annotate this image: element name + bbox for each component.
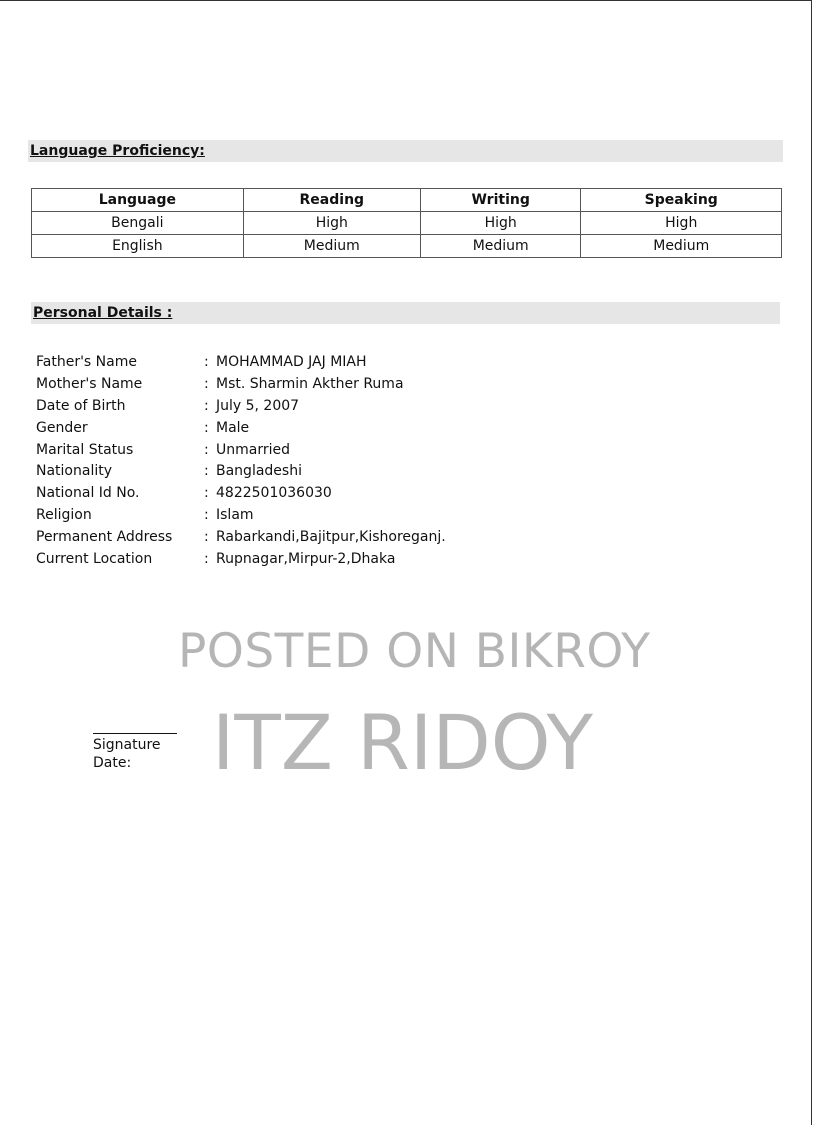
detail-label: Gender <box>36 419 88 436</box>
table-header-row <box>32 189 782 212</box>
detail-label: Mother's Name <box>36 375 143 392</box>
detail-value: MOHAMMAD JAJ MIAH <box>216 354 367 370</box>
detail-label: National Id No. <box>36 485 140 502</box>
table-row <box>32 212 782 235</box>
table-cell: Medium <box>420 235 581 258</box>
detail-separator: : <box>204 375 209 392</box>
table-row <box>32 235 782 258</box>
personal-details-title: Personal Details : <box>33 305 173 321</box>
detail-label: Date of Birth <box>36 397 126 414</box>
column-header: Reading <box>243 189 420 212</box>
date-label: Date: <box>93 755 132 771</box>
detail-separator: : <box>204 354 209 370</box>
watermark-itz-ridoy: ITZ RIDOY <box>212 698 593 787</box>
detail-separator: : <box>204 551 209 568</box>
column-header: Speaking <box>581 189 782 212</box>
table-cell: High <box>243 212 420 235</box>
signature-label: Signature <box>93 737 161 753</box>
table-cell: High <box>581 212 782 235</box>
language-proficiency-title: Language Proficiency: <box>30 143 205 159</box>
column-header: Language <box>32 189 244 212</box>
detail-value: Rupnagar,Mirpur-2,Dhaka <box>216 551 396 568</box>
detail-separator: : <box>204 419 209 436</box>
detail-value: 4822501036030 <box>216 485 332 502</box>
detail-value: Unmarried <box>216 441 290 458</box>
detail-value: Islam <box>216 507 254 524</box>
list-item <box>36 418 446 440</box>
personal-details-header <box>31 302 780 324</box>
list-item <box>36 527 446 549</box>
list-item <box>36 461 446 483</box>
table-cell: Bengali <box>32 212 244 235</box>
language-table <box>31 188 782 258</box>
detail-label: Marital Status <box>36 441 134 458</box>
detail-value: Rabarkandi,Bajitpur,Kishoreganj. <box>216 529 446 546</box>
detail-separator: : <box>204 529 209 546</box>
list-item <box>36 549 446 571</box>
watermark-posted-on-bikroy: POSTED ON BIKROY <box>178 624 651 679</box>
column-header: Writing <box>420 189 581 212</box>
detail-label: Father's Name <box>36 354 137 370</box>
detail-value: Bangladeshi <box>216 463 302 480</box>
list-item <box>36 483 446 505</box>
list-item <box>36 440 446 462</box>
detail-separator: : <box>204 485 209 502</box>
table-cell: Medium <box>581 235 782 258</box>
table-cell: High <box>420 212 581 235</box>
list-item <box>36 505 446 527</box>
list-item <box>36 352 446 374</box>
signature-block <box>93 717 177 772</box>
signature-line <box>93 717 177 734</box>
detail-label: Current Location <box>36 551 153 568</box>
table-cell: English <box>32 235 244 258</box>
detail-label: Permanent Address <box>36 529 173 546</box>
detail-separator: : <box>204 463 209 480</box>
personal-details-list <box>36 352 446 571</box>
detail-separator: : <box>204 441 209 458</box>
list-item <box>36 374 446 396</box>
detail-separator: : <box>204 397 209 414</box>
detail-value: July 5, 2007 <box>216 397 300 414</box>
detail-separator: : <box>204 507 209 524</box>
detail-value: Male <box>216 419 250 436</box>
detail-label: Nationality <box>36 463 113 480</box>
detail-label: Religion <box>36 507 92 524</box>
language-proficiency-header <box>28 140 783 162</box>
table-cell: Medium <box>243 235 420 258</box>
detail-value: Mst. Sharmin Akther Ruma <box>216 375 404 392</box>
list-item <box>36 396 446 418</box>
